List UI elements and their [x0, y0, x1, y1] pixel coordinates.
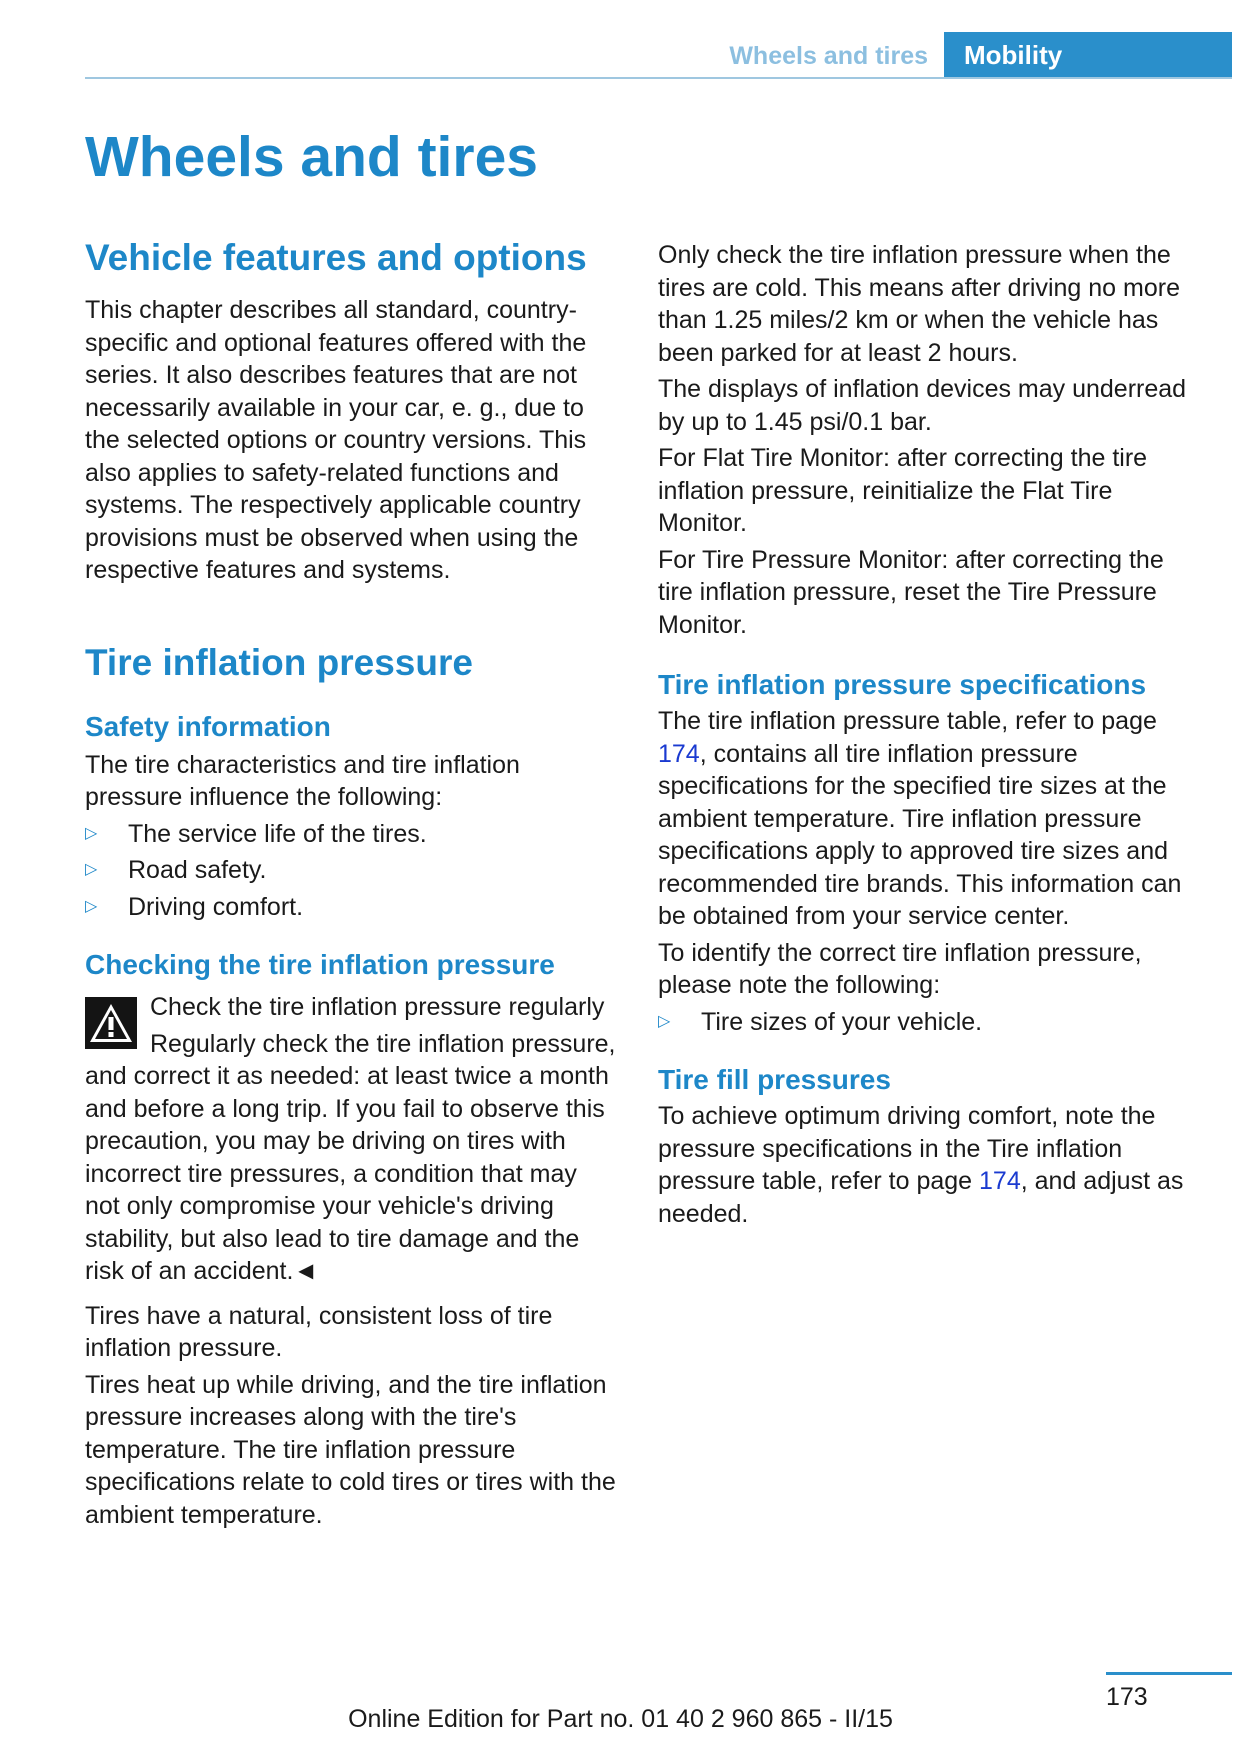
left-column — [85, 234, 617, 1531]
identify-list — [658, 1006, 1190, 1039]
header-section-title: Wheels and tires — [729, 42, 928, 70]
flat-tire-monitor-text: For Flat Tire Monitor: after correcting the tire inflation pressure, reinitialize the Flat Tire Monitor. — [658, 444, 1148, 537]
bullet-triangle-icon: ▷ — [85, 824, 98, 842]
bullet-triangle-icon: ▷ — [85, 861, 98, 878]
underread-text: The displays of inflation devices may underread by up to 1.45 psi/0.1 bar. — [658, 375, 1187, 436]
header-chapter-tab — [944, 32, 1232, 79]
fill-pressures-heading: Tire fill pressures — [658, 1064, 891, 1095]
warning-text: Regularly check the tire inflation pressure, and correct it as needed: at least twice a month and before a long trip. If you fail to observe this precaution, you may be driving on tires with incorrect tire pressures, a condition that may not only compromise your vehicle's driving stability, but also lead to tire damage and the risk of an accident.◄ — [85, 1029, 616, 1285]
bullet-triangle-icon: ▷ — [658, 1012, 671, 1030]
page-reference-link[interactable]: 174 — [658, 739, 700, 768]
pressure-specifications-heading: Tire inflation pressure specifications — [658, 669, 1147, 700]
list-item: ▷ Driving comfort. — [85, 891, 617, 924]
identify-text: To identify the correct tire inflation pressure, please note the following: — [658, 938, 1142, 999]
bullet-triangle-icon: ▷ — [85, 897, 98, 915]
safety-intro: The tire characteristics and tire inflation pressure influence the following: — [85, 750, 520, 811]
page-title: Wheels and tires — [85, 125, 538, 189]
pressure-specifications-text: The tire inflation pressure table, refer to page 174, contains all tire inflation pressure specifications for the specified tire sizes at the ambient temperature. Tire inflation pressure specifications apply to approved tire sizes and recommended tire brands. This information can be obtained from your service center. — [658, 707, 1182, 930]
edition-footer: Online Edition for Part no. 01 40 2 960 865 - II/15 — [348, 1705, 893, 1733]
warning-block — [85, 991, 617, 1288]
list-item: ▷ Tire sizes of your vehicle. — [658, 1006, 1190, 1039]
safety-information-heading: Safety information — [85, 710, 331, 742]
tire-pressure-heading: Tire inflation pressure — [85, 641, 473, 683]
vehicle-features-text: This chapter describes all standard, country-specific and optional features offered with the series. It also describes features that are not necessarily available in your car, e. g., due to the selected options or country versions. This also applies to safety-related functions and systems. The respectively applicable country provisions must be observed when using the respective features and systems. — [85, 296, 587, 584]
list-item: ▷ The service life of the tires. — [85, 818, 617, 851]
heat-text: Tires heat up while driving, and the tire inflation pressure increases along with the tire's temperature. The tire inflation pressure specifications relate to cold tires or tires with the ambient temperature. — [85, 1370, 616, 1529]
warning-title: Check the tire inflation pressure regularly — [150, 993, 605, 1021]
tire-pressure-monitor-text: For Tire Pressure Monitor: after correcting the tire inflation pressure, reset the Tire Pressure Monitor. — [658, 545, 1164, 639]
fill-pressures-text: To achieve optimum driving comfort, note the pressure specifications in the Tire inflation pressure table, refer to page 174, and adjust as needed. — [658, 1102, 1184, 1228]
header-chapter-label: Mobility — [964, 40, 1063, 70]
list-item: ▷ Road safety. — [85, 854, 617, 887]
page-reference-link[interactable]: 174 — [979, 1167, 1021, 1195]
pressure-loss-text: Tires have a natural, consistent loss of tire inflation pressure. — [85, 1301, 553, 1362]
page-number: 173 — [1106, 1683, 1148, 1711]
safety-list — [85, 818, 617, 924]
page-number-rule — [1106, 1672, 1232, 1675]
warning-triangle-icon — [85, 997, 137, 1049]
checking-pressure-heading: Checking the tire inflation pressure — [85, 949, 555, 980]
cold-check-text: Only check the tire inflation pressure when the tires are cold. This means after driving no more than 1.25 miles/2 km or when the vehicle has been parked for at least 2 hours. — [658, 241, 1180, 367]
header-rule — [85, 77, 1232, 79]
vehicle-features-heading: Vehicle features and options — [85, 237, 587, 278]
right-column — [658, 239, 1190, 1230]
